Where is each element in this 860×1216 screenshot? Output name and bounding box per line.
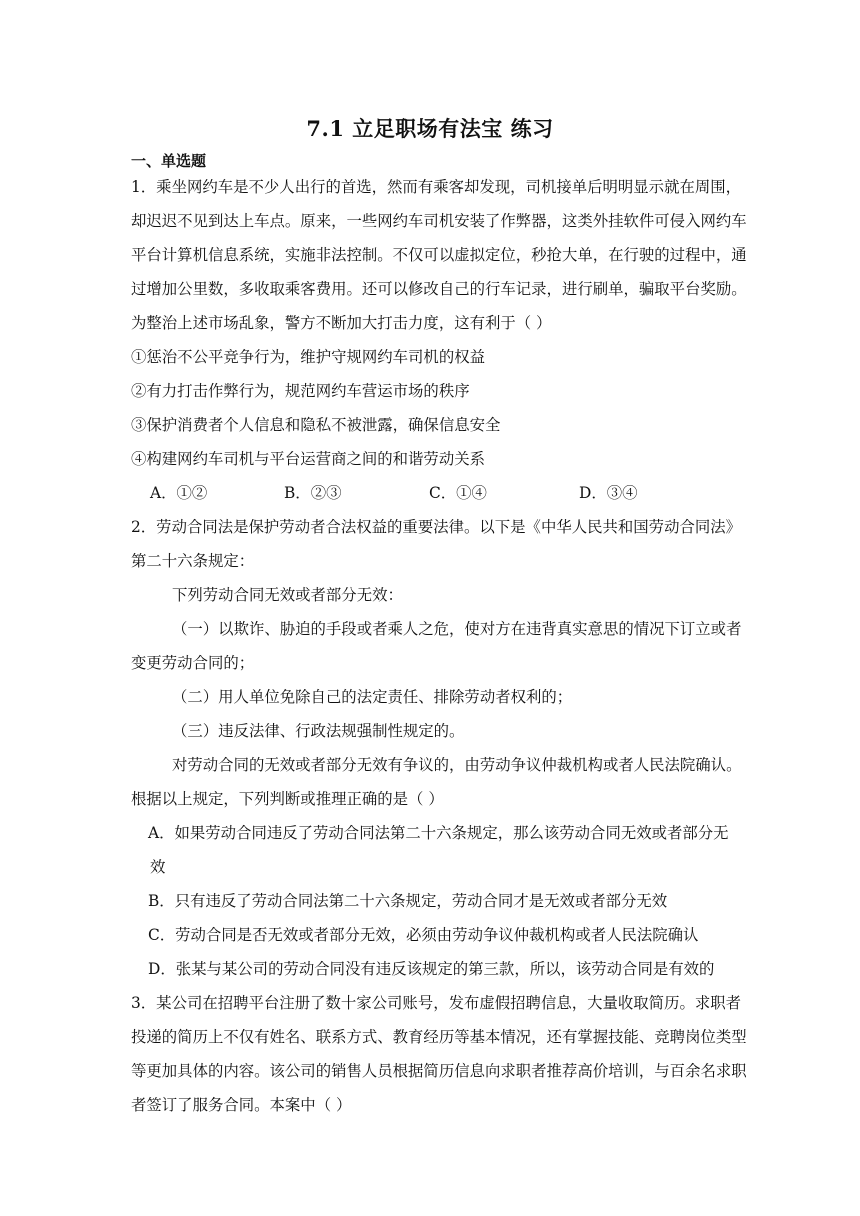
q2-quote-item: （二）用人单位免除自己的法定责任、排除劳动者权利的； [172, 688, 573, 706]
q2-option-a-cont: 效 [150, 858, 166, 876]
q2-quote-item: （三）违反法律、行政法规强制性规定的。 [172, 722, 465, 740]
q1-line: 平台计算机信息系统，实施非法控制。不仅可以虚拟定位，秒抢大单，在行驶的过程中，通 [131, 246, 747, 264]
q2-option-d[interactable]: D．张某与某公司的劳动合同没有违反该规定的第三款，所以，该劳动合同是有效的 [148, 960, 715, 978]
q1-line: 却迟迟不见到达上车点。原来，一些网约车司机安装了作弊器，这类外挂软件可侵入网约车 [131, 212, 747, 230]
q1-option-c[interactable]: C．①④ [429, 484, 487, 502]
q1-line: 过增加公里数，多收取乘客费用。还可以修改自己的行车记录，进行刷单，骗取平台奖励。 [131, 280, 747, 298]
q2-quote-tail: 根据以上规定，下列判断或推理正确的是（ ） [131, 790, 444, 808]
q3-line: 3．某公司在招聘平台注册了数十家公司账号，发布虚假招聘信息，大量收取简历。求职者 [131, 994, 742, 1012]
q1-statement: ①惩治不公平竞争行为，维护守规网约车司机的权益 [131, 348, 485, 366]
q2-option-c[interactable]: C．劳动合同是否无效或者部分无效，必须由劳动争议仲裁机构或者人民法院确认 [148, 926, 699, 944]
q2-line: 2．劳动合同法是保护劳动者合法权益的重要法律。以下是《中华人民共和国劳动合同法》 [131, 518, 742, 536]
q2-option-b[interactable]: B．只有违反了劳动合同法第二十六条规定，劳动合同才是无效或者部分无效 [148, 892, 668, 910]
q2-quote-item: （一）以欺诈、胁迫的手段或者乘人之危，使对方在违背真实意思的情况下订立或者 [172, 620, 742, 638]
q1-line: 为整治上述市场乱象，警方不断加大打击力度，这有利于（ ） [131, 314, 552, 332]
q2-quote-tail: 对劳动合同的无效或者部分无效有争议的，由劳动争议仲裁机构或者人民法院确认。 [172, 756, 742, 774]
q1-option-a[interactable]: A．①② [150, 484, 208, 502]
q3-line: 投递的简历上不仅有姓名、联系方式、教育经历等基本情况，还有掌握技能、竞聘岗位类型 [131, 1028, 747, 1046]
q2-quote-head: 下列劳动合同无效或者部分无效： [172, 586, 403, 604]
q2-quote-item: 变更劳动合同的； [131, 654, 255, 672]
q1-option-d[interactable]: D．③④ [579, 484, 638, 502]
section-heading: 一、单选题 [131, 152, 207, 170]
q3-line: 者签订了服务合同。本案中（ ） [131, 1096, 352, 1114]
q1-option-b[interactable]: B．②③ [284, 484, 342, 502]
page-title: 7.1 立足职场有法宝 练习 [306, 116, 554, 141]
q3-line: 等更加具体的内容。该公司的销售人员根据简历信息向求职者推荐高价培训，与百余名求职 [131, 1062, 747, 1080]
q1-statement: ③保护消费者个人信息和隐私不被泄露，确保信息安全 [131, 416, 501, 434]
q1-statement: ②有力打击作弊行为，规范网约车营运市场的秩序 [131, 382, 470, 400]
q2-option-a[interactable]: A．如果劳动合同违反了劳动合同法第二十六条规定，那么该劳动合同无效或者部分无 [148, 824, 729, 842]
q2-line: 第二十六条规定： [131, 552, 255, 570]
q1-statement: ④构建网约车司机与平台运营商之间的和谐劳动关系 [131, 450, 485, 468]
q1-line: 1．乘坐网约车是不少人出行的首选，然而有乘客却发现，司机接单后明明显示就在周围， [131, 178, 742, 196]
